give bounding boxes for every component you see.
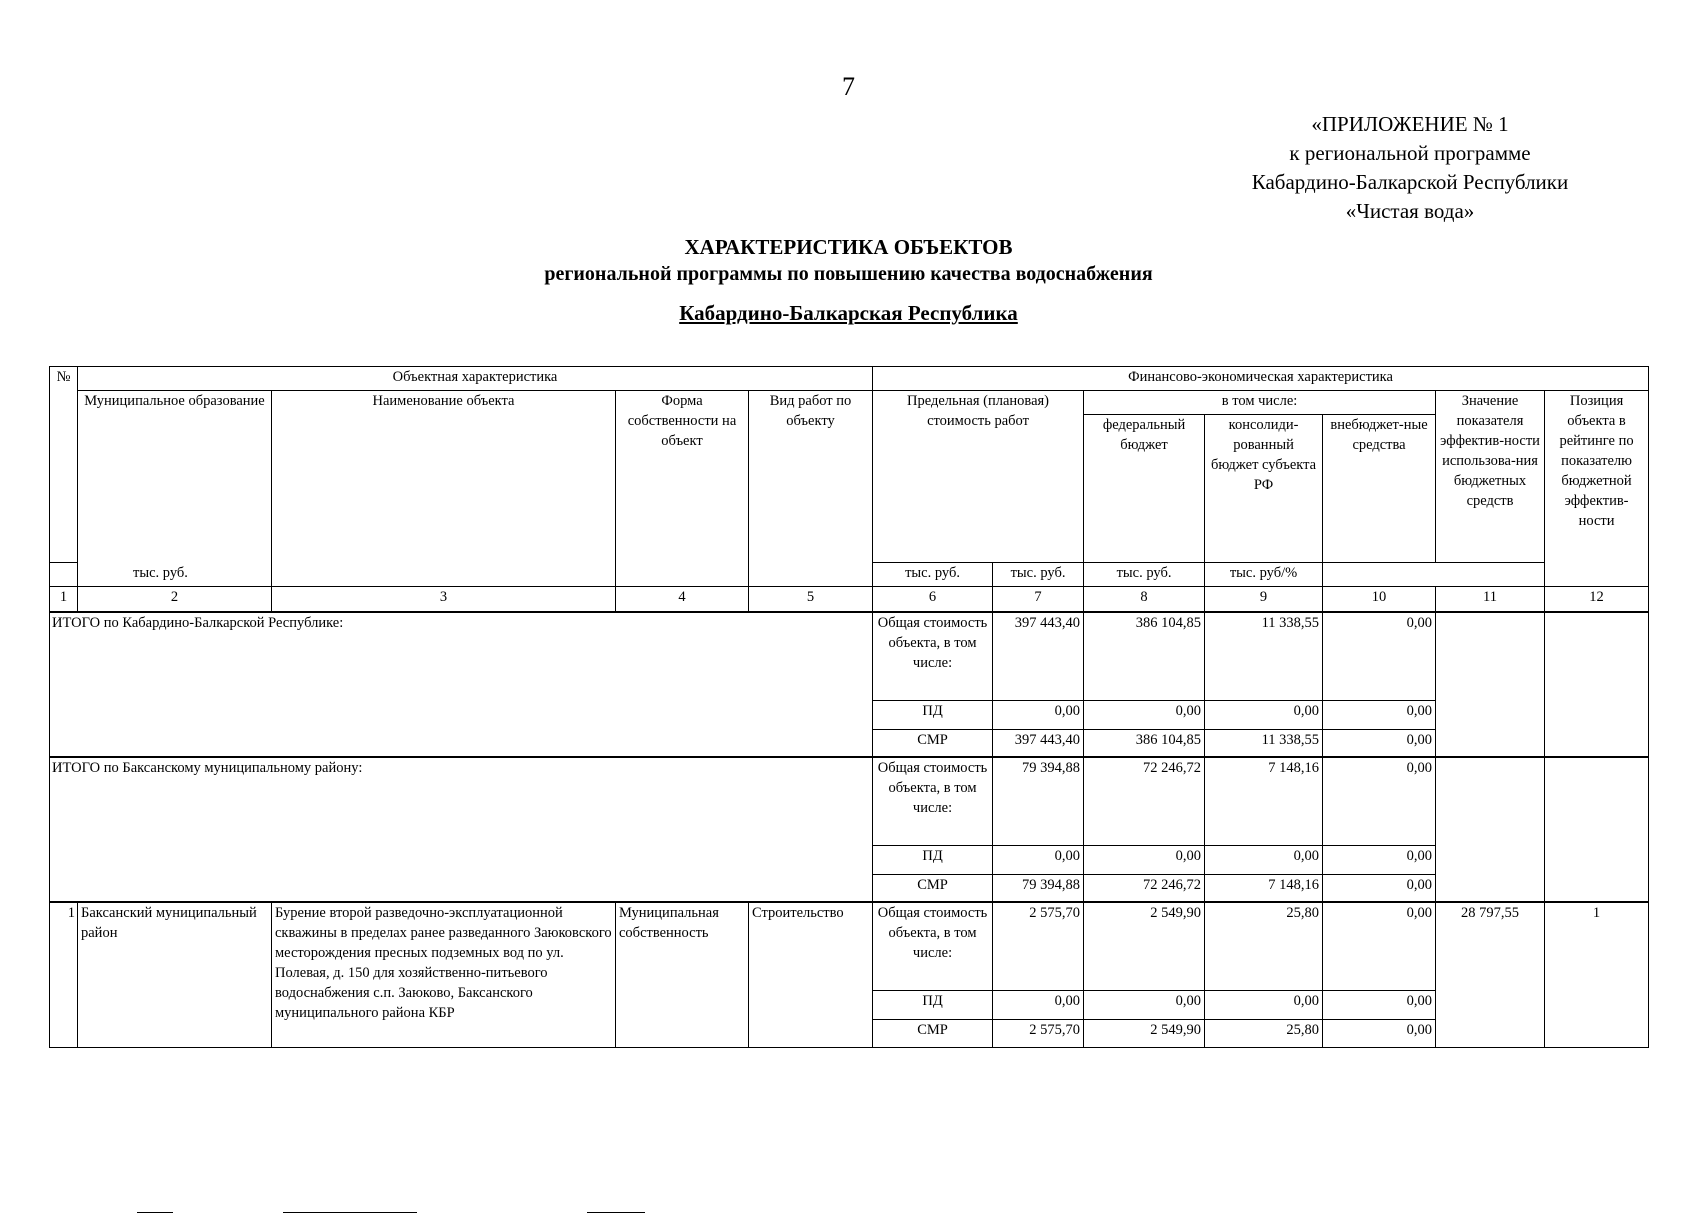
header-ownership: Форма собственности на объект	[616, 391, 749, 587]
value-cell: 397 443,40	[993, 729, 1084, 757]
header-row-groups	[50, 367, 1649, 391]
value-cell: 72 246,72	[1084, 757, 1205, 845]
column-number: 8	[1084, 587, 1205, 613]
value-cell: 2 549,90	[1084, 902, 1205, 990]
column-number: 2	[78, 587, 272, 613]
row-type-smr: СМР	[873, 1019, 993, 1047]
object-1-name: Бурение второй разведочно-эксплуатационной скважины в пределах ранее разведанного Заюковского месторождения пресных подземных вод по ул. Полевая, д. 150 для хозяйственно-питьевого водоснабжения с.п. Заюково, Баксанского муниципального района КБР	[272, 902, 616, 1047]
rank-cell	[1545, 612, 1649, 757]
header-unit-consolidated: тыс. руб.	[993, 563, 1084, 587]
header-unit-cost: тыс. руб.	[50, 563, 272, 587]
value-cell: 0,00	[1323, 729, 1436, 757]
header-work-type: Вид работ по объекту	[749, 391, 873, 587]
row-type-pd: ПД	[873, 845, 993, 874]
header-consolidated: консолиди-рованный бюджет субъекта РФ	[1205, 415, 1323, 563]
header-federal: федеральный бюджет	[1084, 415, 1205, 563]
value-cell: 2 549,90	[1084, 1019, 1205, 1047]
value-cell: 0,00	[1205, 700, 1323, 729]
efficiency-cell	[1436, 612, 1545, 757]
value-cell: 386 104,85	[1084, 729, 1205, 757]
header-unit-efficiency: тыс. руб/%	[1205, 563, 1323, 587]
column-number-row	[50, 587, 1649, 613]
rank-cell	[1545, 757, 1649, 902]
objects-table	[49, 366, 1649, 1048]
total-baksan-label: ИТОГО по Баксанскому муниципальному району:	[50, 757, 873, 902]
row-type-pd: ПД	[873, 700, 993, 729]
value-cell: 0,00	[993, 700, 1084, 729]
header-unit-extra: тыс. руб.	[1084, 563, 1205, 587]
header-no: №	[50, 367, 78, 563]
value-cell: 0,00	[1323, 845, 1436, 874]
object-1-work-type: Строительство	[749, 902, 873, 1047]
document-subtitle: региональной программы по повышению качества водоснабжения	[544, 263, 1153, 285]
column-number: 10	[1323, 587, 1436, 613]
total-republic-label: ИТОГО по Кабардино-Балкарской Республике:	[50, 612, 873, 757]
object-1-rank: 1	[1545, 902, 1649, 1047]
value-cell: 0,00	[1323, 874, 1436, 902]
value-cell: 11 338,55	[1205, 612, 1323, 700]
header-row-main	[50, 391, 1649, 415]
row-type-total: Общая стоимость объекта, в том числе:	[873, 902, 993, 990]
value-cell: 0,00	[1084, 700, 1205, 729]
column-number: 12	[1545, 587, 1649, 613]
value-cell: 0,00	[1323, 990, 1436, 1019]
value-cell: 2 575,70	[993, 1019, 1084, 1047]
object-1-efficiency: 28 797,55	[1436, 902, 1545, 1047]
header-cost-limit: Предельная (плановая) стоимость работ	[873, 391, 1084, 563]
value-cell: 7 148,16	[1205, 874, 1323, 902]
page-number: 7	[842, 72, 855, 101]
value-cell: 0,00	[1205, 990, 1323, 1019]
object-1-ownership: Муниципальная собственность	[616, 902, 749, 1047]
document-title: ХАРАКТЕРИСТИКА ОБЪЕКТОВ	[684, 235, 1013, 259]
value-cell: 397 443,40	[993, 612, 1084, 700]
value-cell: 0,00	[1084, 990, 1205, 1019]
value-cell: 11 338,55	[1205, 729, 1323, 757]
value-cell: 79 394,88	[993, 874, 1084, 902]
object-1-no: 1	[50, 902, 78, 1047]
header-object-name: Наименование объекта	[272, 391, 616, 587]
total-republic-row	[50, 612, 1649, 700]
column-number: 6	[873, 587, 993, 613]
row-type-smr: СМР	[873, 729, 993, 757]
column-number: 4	[616, 587, 749, 613]
column-number: 9	[1205, 587, 1323, 613]
value-cell: 0,00	[1323, 902, 1436, 990]
appendix-line-3: Кабардино-Балкарской Республики	[1251, 170, 1569, 194]
total-baksan-row	[50, 757, 1649, 845]
value-cell: 0,00	[1205, 845, 1323, 874]
value-cell: 2 575,70	[993, 902, 1084, 990]
appendix-line-1: «ПРИЛОЖЕНИЕ № 1	[1311, 112, 1509, 136]
header-finance-group: Финансово-экономическая характеристика	[873, 367, 1649, 391]
header-object-group: Объектная характеристика	[78, 367, 873, 391]
column-number: 5	[749, 587, 873, 613]
header-efficiency: Значение показателя эффектив-ности использова-ния бюджетных средств	[1436, 391, 1545, 563]
row-type-total: Общая стоимость объекта, в том числе:	[873, 612, 993, 700]
region-title: Кабардино-Балкарская Республика	[679, 301, 1018, 325]
value-cell: 0,00	[1323, 1019, 1436, 1047]
value-cell: 0,00	[993, 990, 1084, 1019]
column-number: 3	[272, 587, 616, 613]
header-extrabudget: внебюджет-ные средства	[1323, 415, 1436, 563]
object-1-municipality: Баксанский муниципальный район	[78, 902, 272, 1047]
appendix-line-4: «Чистая вода»	[1345, 199, 1475, 223]
column-number: 11	[1436, 587, 1545, 613]
column-number: 7	[993, 587, 1084, 613]
appendix-block	[1180, 110, 1640, 226]
appendix-line-2: к региональной программе	[1289, 141, 1531, 165]
value-cell: 25,80	[1205, 1019, 1323, 1047]
value-cell: 0,00	[1323, 612, 1436, 700]
value-cell: 0,00	[1323, 757, 1436, 845]
row-type-pd: ПД	[873, 990, 993, 1019]
row-type-total: Общая стоимость объекта, в том числе:	[873, 757, 993, 845]
value-cell: 79 394,88	[993, 757, 1084, 845]
header-rank: Позиция объекта в рейтинге по показателю бюджетной эффектив-ности	[1545, 391, 1649, 587]
header-unit-federal: тыс. руб.	[873, 563, 993, 587]
efficiency-cell	[1436, 757, 1545, 902]
row-type-smr: СМР	[873, 874, 993, 902]
object-1-row	[50, 902, 1649, 990]
value-cell: 0,00	[993, 845, 1084, 874]
value-cell: 0,00	[1084, 845, 1205, 874]
column-number: 1	[50, 587, 78, 613]
value-cell: 386 104,85	[1084, 612, 1205, 700]
value-cell: 7 148,16	[1205, 757, 1323, 845]
header-municipality: Муниципальное образование	[78, 391, 272, 587]
header-including: в том числе:	[1084, 391, 1436, 415]
value-cell: 0,00	[1323, 700, 1436, 729]
value-cell: 25,80	[1205, 902, 1323, 990]
value-cell: 72 246,72	[1084, 874, 1205, 902]
